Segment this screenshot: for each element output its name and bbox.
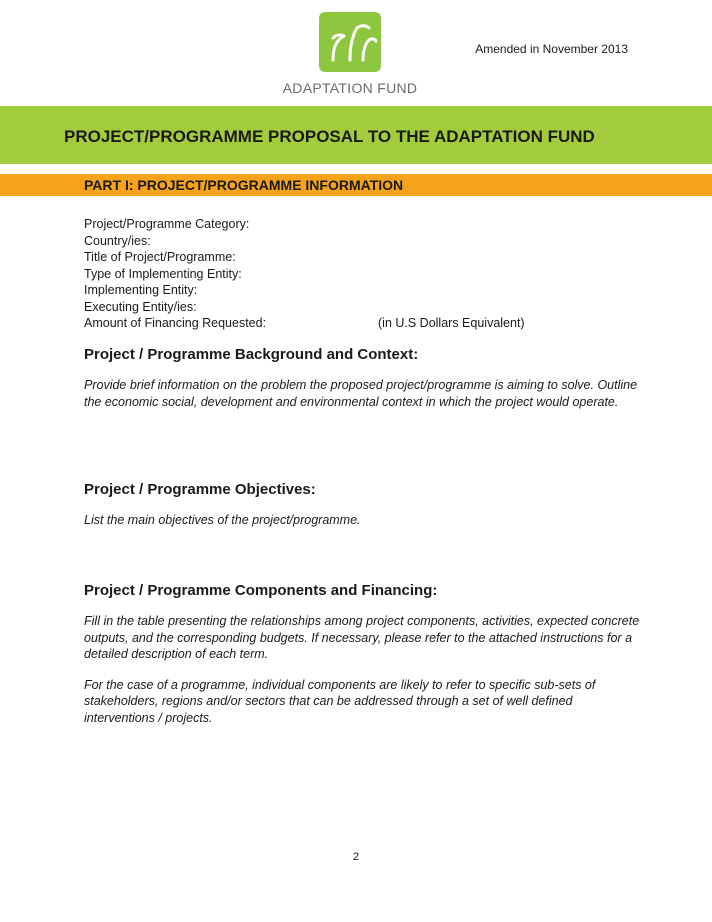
field-executing-entities: Executing Entity/ies: bbox=[84, 299, 197, 314]
background-heading: Project / Programme Background and Context: bbox=[84, 346, 419, 363]
logo-text: ADAPTATION FUND bbox=[282, 80, 418, 96]
components-section bbox=[84, 582, 644, 726]
field-financing-row bbox=[84, 315, 644, 332]
field-countries: Country/ies: bbox=[84, 233, 151, 248]
project-info-fields bbox=[84, 216, 644, 332]
components-paragraph-1: Fill in the table presenting the relationships among project components, activities, expected concrete outputs, and the corresponding budgets. If necessary, please refer to the attached instructions for a detailed description of each term. bbox=[84, 614, 640, 661]
background-section bbox=[84, 346, 644, 410]
components-paragraph-2: For the case of a programme, individual components are likely to refer to specific sub-sets of stakeholders, regions and/or sectors that can be addressed through a set of well defined interventions / projects. bbox=[84, 677, 596, 725]
part-title: PART I: PROJECT/PROGRAMME INFORMATION bbox=[84, 177, 404, 193]
field-category: Project/Programme Category: bbox=[84, 217, 250, 231]
page-number: 2 bbox=[352, 851, 360, 863]
field-title: Title of Project/Programme: bbox=[84, 250, 236, 264]
financing-note: (in U.S Dollars Equivalent) bbox=[378, 316, 525, 330]
amended-date: Amended in November 2013 bbox=[475, 42, 628, 56]
components-heading: Project / Programme Components and Financing: bbox=[84, 582, 438, 599]
objectives-heading: Project / Programme Objectives: bbox=[84, 481, 316, 498]
field-implementing-entity: Implementing Entity: bbox=[84, 283, 198, 297]
adaptation-fund-plant-icon bbox=[319, 12, 381, 72]
objectives-paragraph: List the main objectives of the project/programme. bbox=[84, 513, 361, 527]
objectives-section bbox=[84, 481, 644, 529]
field-financing: Amount of Financing Requested: bbox=[84, 316, 267, 330]
background-paragraph: Provide brief information on the problem the proposed project/programme is aiming to solve. Outline the economic social, development and environmental context in which the project would operate. bbox=[84, 378, 638, 409]
field-entity-type: Type of Implementing Entity: bbox=[84, 266, 242, 281]
adaptation-fund-logo bbox=[240, 12, 460, 96]
page-title: PROJECT/PROGRAMME PROPOSAL TO THE ADAPTATION FUND bbox=[64, 127, 595, 146]
